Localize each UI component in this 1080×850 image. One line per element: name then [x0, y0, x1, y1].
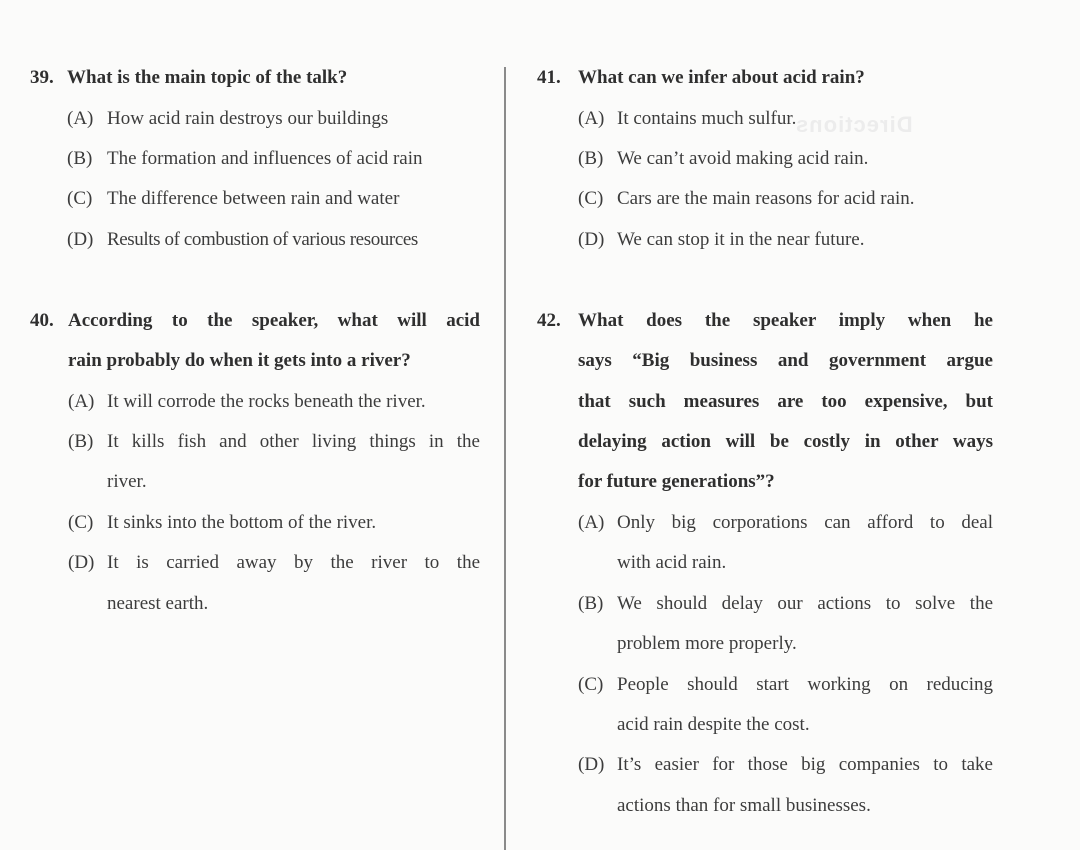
question-number: 41. — [537, 67, 561, 88]
option-label: (C) — [67, 188, 93, 209]
option-a-continued[interactable]: with acid rain. — [617, 552, 727, 573]
option-d[interactable]: It’s easier for those big companies to take — [617, 754, 993, 775]
question-stem-line: that such measures are too expensive, but — [578, 391, 993, 412]
option-b[interactable]: It kills fish and other living things in the — [107, 431, 480, 452]
column-divider — [504, 67, 506, 850]
question-stem-line: says “Big business and government argue — [578, 350, 993, 371]
question-stem-line: rain probably do when it gets into a river? — [68, 350, 411, 371]
option-b-continued[interactable]: problem more properly. — [617, 633, 797, 654]
question-stem: What is the main topic of the talk? — [67, 67, 348, 88]
option-c-continued[interactable]: acid rain despite the cost. — [617, 714, 810, 735]
question-stem-line: What does the speaker imply when he — [578, 310, 993, 331]
question-number: 42. — [537, 310, 561, 331]
option-a[interactable]: How acid rain destroys our buildings — [107, 108, 389, 129]
option-label: (B) — [67, 148, 93, 169]
option-label: (A) — [67, 108, 94, 129]
option-d[interactable]: It is carried away by the river to the — [107, 552, 480, 573]
option-a[interactable]: Only big corporations can afford to deal — [617, 512, 993, 533]
option-c[interactable]: People should start working on reducing — [617, 674, 993, 695]
option-label: (D) — [67, 229, 94, 250]
option-label: (D) — [578, 229, 605, 250]
option-label: (A) — [68, 391, 95, 412]
option-d-continued[interactable]: actions than for small businesses. — [617, 795, 871, 816]
option-label: (C) — [578, 674, 604, 695]
question-stem-line: delaying action will be costly in other ways — [578, 431, 993, 452]
question-number: 40. — [30, 310, 54, 331]
question-number: 39. — [30, 67, 54, 88]
option-label: (B) — [578, 593, 604, 614]
option-label: (C) — [578, 188, 604, 209]
option-c[interactable]: The difference between rain and water — [107, 188, 400, 209]
option-b[interactable]: We should delay our actions to solve the — [617, 593, 993, 614]
option-a[interactable]: It will corrode the rocks beneath the river. — [107, 391, 426, 412]
watermark-bleed-through: Directions — [795, 112, 913, 137]
option-c[interactable]: It sinks into the bottom of the river. — [107, 512, 377, 533]
question-stem-line: for future generations”? — [578, 471, 775, 492]
option-d[interactable]: We can stop it in the near future. — [617, 229, 865, 250]
option-label: (B) — [68, 431, 94, 452]
option-d-continued[interactable]: nearest earth. — [107, 593, 209, 614]
option-a[interactable]: It contains much sulfur. — [617, 108, 797, 129]
question-stem-line: According to the speaker, what will acid — [68, 310, 480, 331]
option-b-continued[interactable]: river. — [107, 471, 147, 492]
option-b[interactable]: We can’t avoid making acid rain. — [617, 148, 869, 169]
option-label: (A) — [578, 512, 605, 533]
option-c[interactable]: Cars are the main reasons for acid rain. — [617, 188, 915, 209]
option-label: (B) — [578, 148, 604, 169]
question-stem: What can we infer about acid rain? — [578, 67, 865, 88]
option-label: (D) — [68, 552, 95, 573]
option-label: (A) — [578, 108, 605, 129]
option-label: (C) — [68, 512, 94, 533]
option-label: (D) — [578, 754, 605, 775]
option-d[interactable]: Results of combustion of various resources — [107, 229, 418, 250]
option-b[interactable]: The formation and influences of acid rain — [107, 148, 423, 169]
